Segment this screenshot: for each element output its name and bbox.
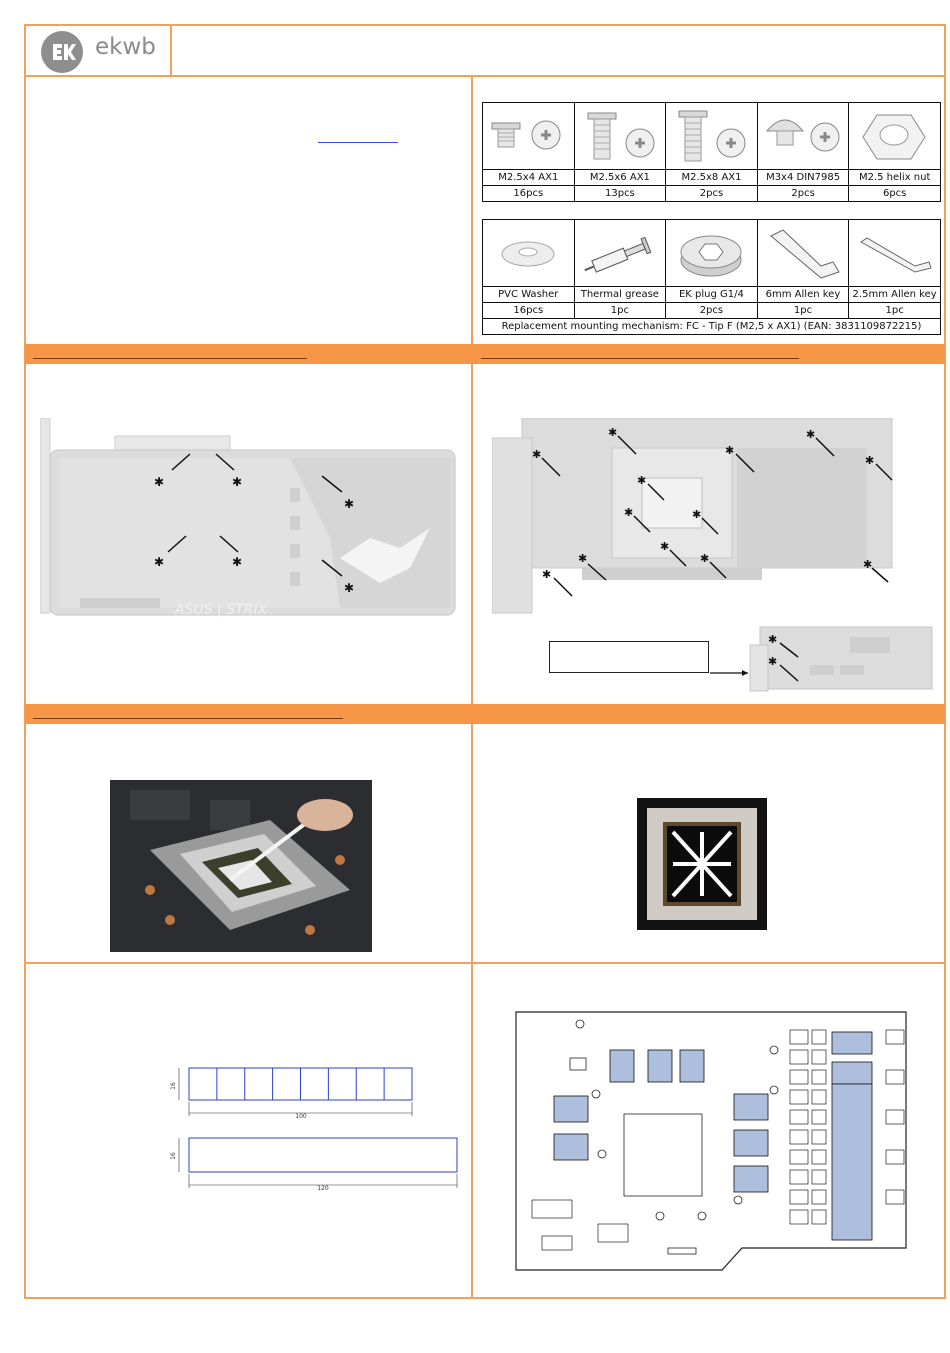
part-quantity: 16pcs xyxy=(483,186,575,202)
part-quantity: 1pc xyxy=(574,303,666,319)
part-name: PVC Washer xyxy=(483,287,575,303)
svg-text:✱: ✱ xyxy=(725,444,735,457)
svg-text:✱: ✱ xyxy=(608,426,618,439)
part-quantity: 13pcs xyxy=(574,186,666,202)
svg-text:✱: ✱ xyxy=(768,655,778,668)
medium-screw-icon xyxy=(578,105,662,165)
part-name: EK plug G1/4 xyxy=(666,287,758,303)
section-bar-2 xyxy=(25,704,945,724)
pad1-height-label: 16 xyxy=(170,1082,177,1090)
svg-text:✱: ✱ xyxy=(637,474,647,487)
section-1-left-heading xyxy=(33,358,307,359)
long-screw-icon xyxy=(669,105,753,165)
svg-text:✱: ✱ xyxy=(865,454,875,467)
center-divider xyxy=(471,76,473,1298)
part-name: M2.5 helix nut xyxy=(849,170,941,186)
parts-table-screws xyxy=(482,102,941,202)
pad2-height-label: 16 xyxy=(170,1152,177,1160)
pad1-segments xyxy=(217,1068,384,1100)
part-name: M2.5x8 AX1 xyxy=(666,170,758,186)
gpu-cleaning-photo xyxy=(110,780,372,952)
thermal-pad-drawing xyxy=(165,1060,465,1195)
card-backplate-illustration xyxy=(40,418,465,623)
svg-text:✱: ✱ xyxy=(660,540,670,553)
part-image-cell xyxy=(574,220,666,287)
part-quantity: 16pcs xyxy=(483,303,575,319)
grease-syringe-icon xyxy=(578,222,662,282)
part-name: M3x4 DIN7985 xyxy=(757,170,849,186)
part-image-cell xyxy=(483,103,575,170)
svg-text:✱: ✱ xyxy=(344,581,355,595)
part-quantity: 1pc xyxy=(757,303,849,319)
parts-table-accessories xyxy=(482,219,941,335)
section-2-left-heading xyxy=(33,718,343,719)
svg-text:✱: ✱ xyxy=(542,568,552,581)
part-image-cell xyxy=(666,220,758,287)
svg-text:✱: ✱ xyxy=(578,552,588,565)
ek-logo-icon xyxy=(40,30,84,74)
short-screw-icon xyxy=(486,105,570,165)
svg-text:✱: ✱ xyxy=(154,475,165,489)
allen-key-small-icon xyxy=(853,222,937,282)
allen-key-icon xyxy=(761,222,845,282)
part-image-cell xyxy=(483,220,575,287)
part-image-cell xyxy=(757,220,849,287)
part-image-cell xyxy=(849,103,941,170)
washer-icon xyxy=(486,222,570,282)
part-name: 2.5mm Allen key xyxy=(849,287,941,303)
round-head-screw-icon xyxy=(761,105,845,165)
part-quantity: 6pcs xyxy=(849,186,941,202)
part-quantity: 2pcs xyxy=(666,303,758,319)
part-name: M2.5x4 AX1 xyxy=(483,170,575,186)
svg-text:✱: ✱ xyxy=(806,428,816,441)
part-name: M2.5x6 AX1 xyxy=(574,170,666,186)
section-bar-1 xyxy=(25,344,945,364)
replacement-mechanism-note: Replacement mounting mechanism: FC - Tip F (M2,5 x AX1) (EAN: 3831109872215) xyxy=(483,319,941,335)
svg-text:✱: ✱ xyxy=(344,497,355,511)
plug-icon xyxy=(669,222,753,282)
brand-name: ekwb xyxy=(95,34,156,60)
part-quantity: 1pc xyxy=(849,303,941,319)
svg-text:✱: ✱ xyxy=(692,508,702,521)
svg-text:✱: ✱ xyxy=(232,555,243,569)
part-quantity: 2pcs xyxy=(666,186,758,202)
svg-text:✱: ✱ xyxy=(863,558,873,571)
part-image-cell xyxy=(757,103,849,170)
card-pcb-illustration xyxy=(492,418,902,618)
thermal-paste-pattern xyxy=(637,798,767,930)
svg-text:✱: ✱ xyxy=(624,506,634,519)
pad1-length-label: 100 xyxy=(295,1113,307,1120)
part-image-cell xyxy=(849,220,941,287)
svg-text:✱: ✱ xyxy=(532,448,542,461)
row-divider-3 xyxy=(24,962,946,964)
svg-text:ASUS | STRIX: ASUS | STRIX xyxy=(175,602,268,618)
part-image-cell xyxy=(666,103,758,170)
svg-text:✱: ✱ xyxy=(232,475,243,489)
hex-nut-icon xyxy=(853,105,937,165)
part-image-cell xyxy=(574,103,666,170)
svg-text:✱: ✱ xyxy=(700,552,710,565)
part-name: Thermal grease xyxy=(574,287,666,303)
part-quantity: 2pcs xyxy=(757,186,849,202)
pad2-length-label: 120 xyxy=(317,1185,329,1192)
bracket-callout-box xyxy=(549,641,709,673)
section-1-right-heading xyxy=(481,358,799,359)
pcb-pad-placement xyxy=(512,1010,908,1280)
part-name: 6mm Allen key xyxy=(757,287,849,303)
svg-text:✱: ✱ xyxy=(154,555,165,569)
bracket-illustration xyxy=(710,625,935,695)
svg-text:✱: ✱ xyxy=(768,633,778,646)
manual-link[interactable] xyxy=(318,132,398,143)
